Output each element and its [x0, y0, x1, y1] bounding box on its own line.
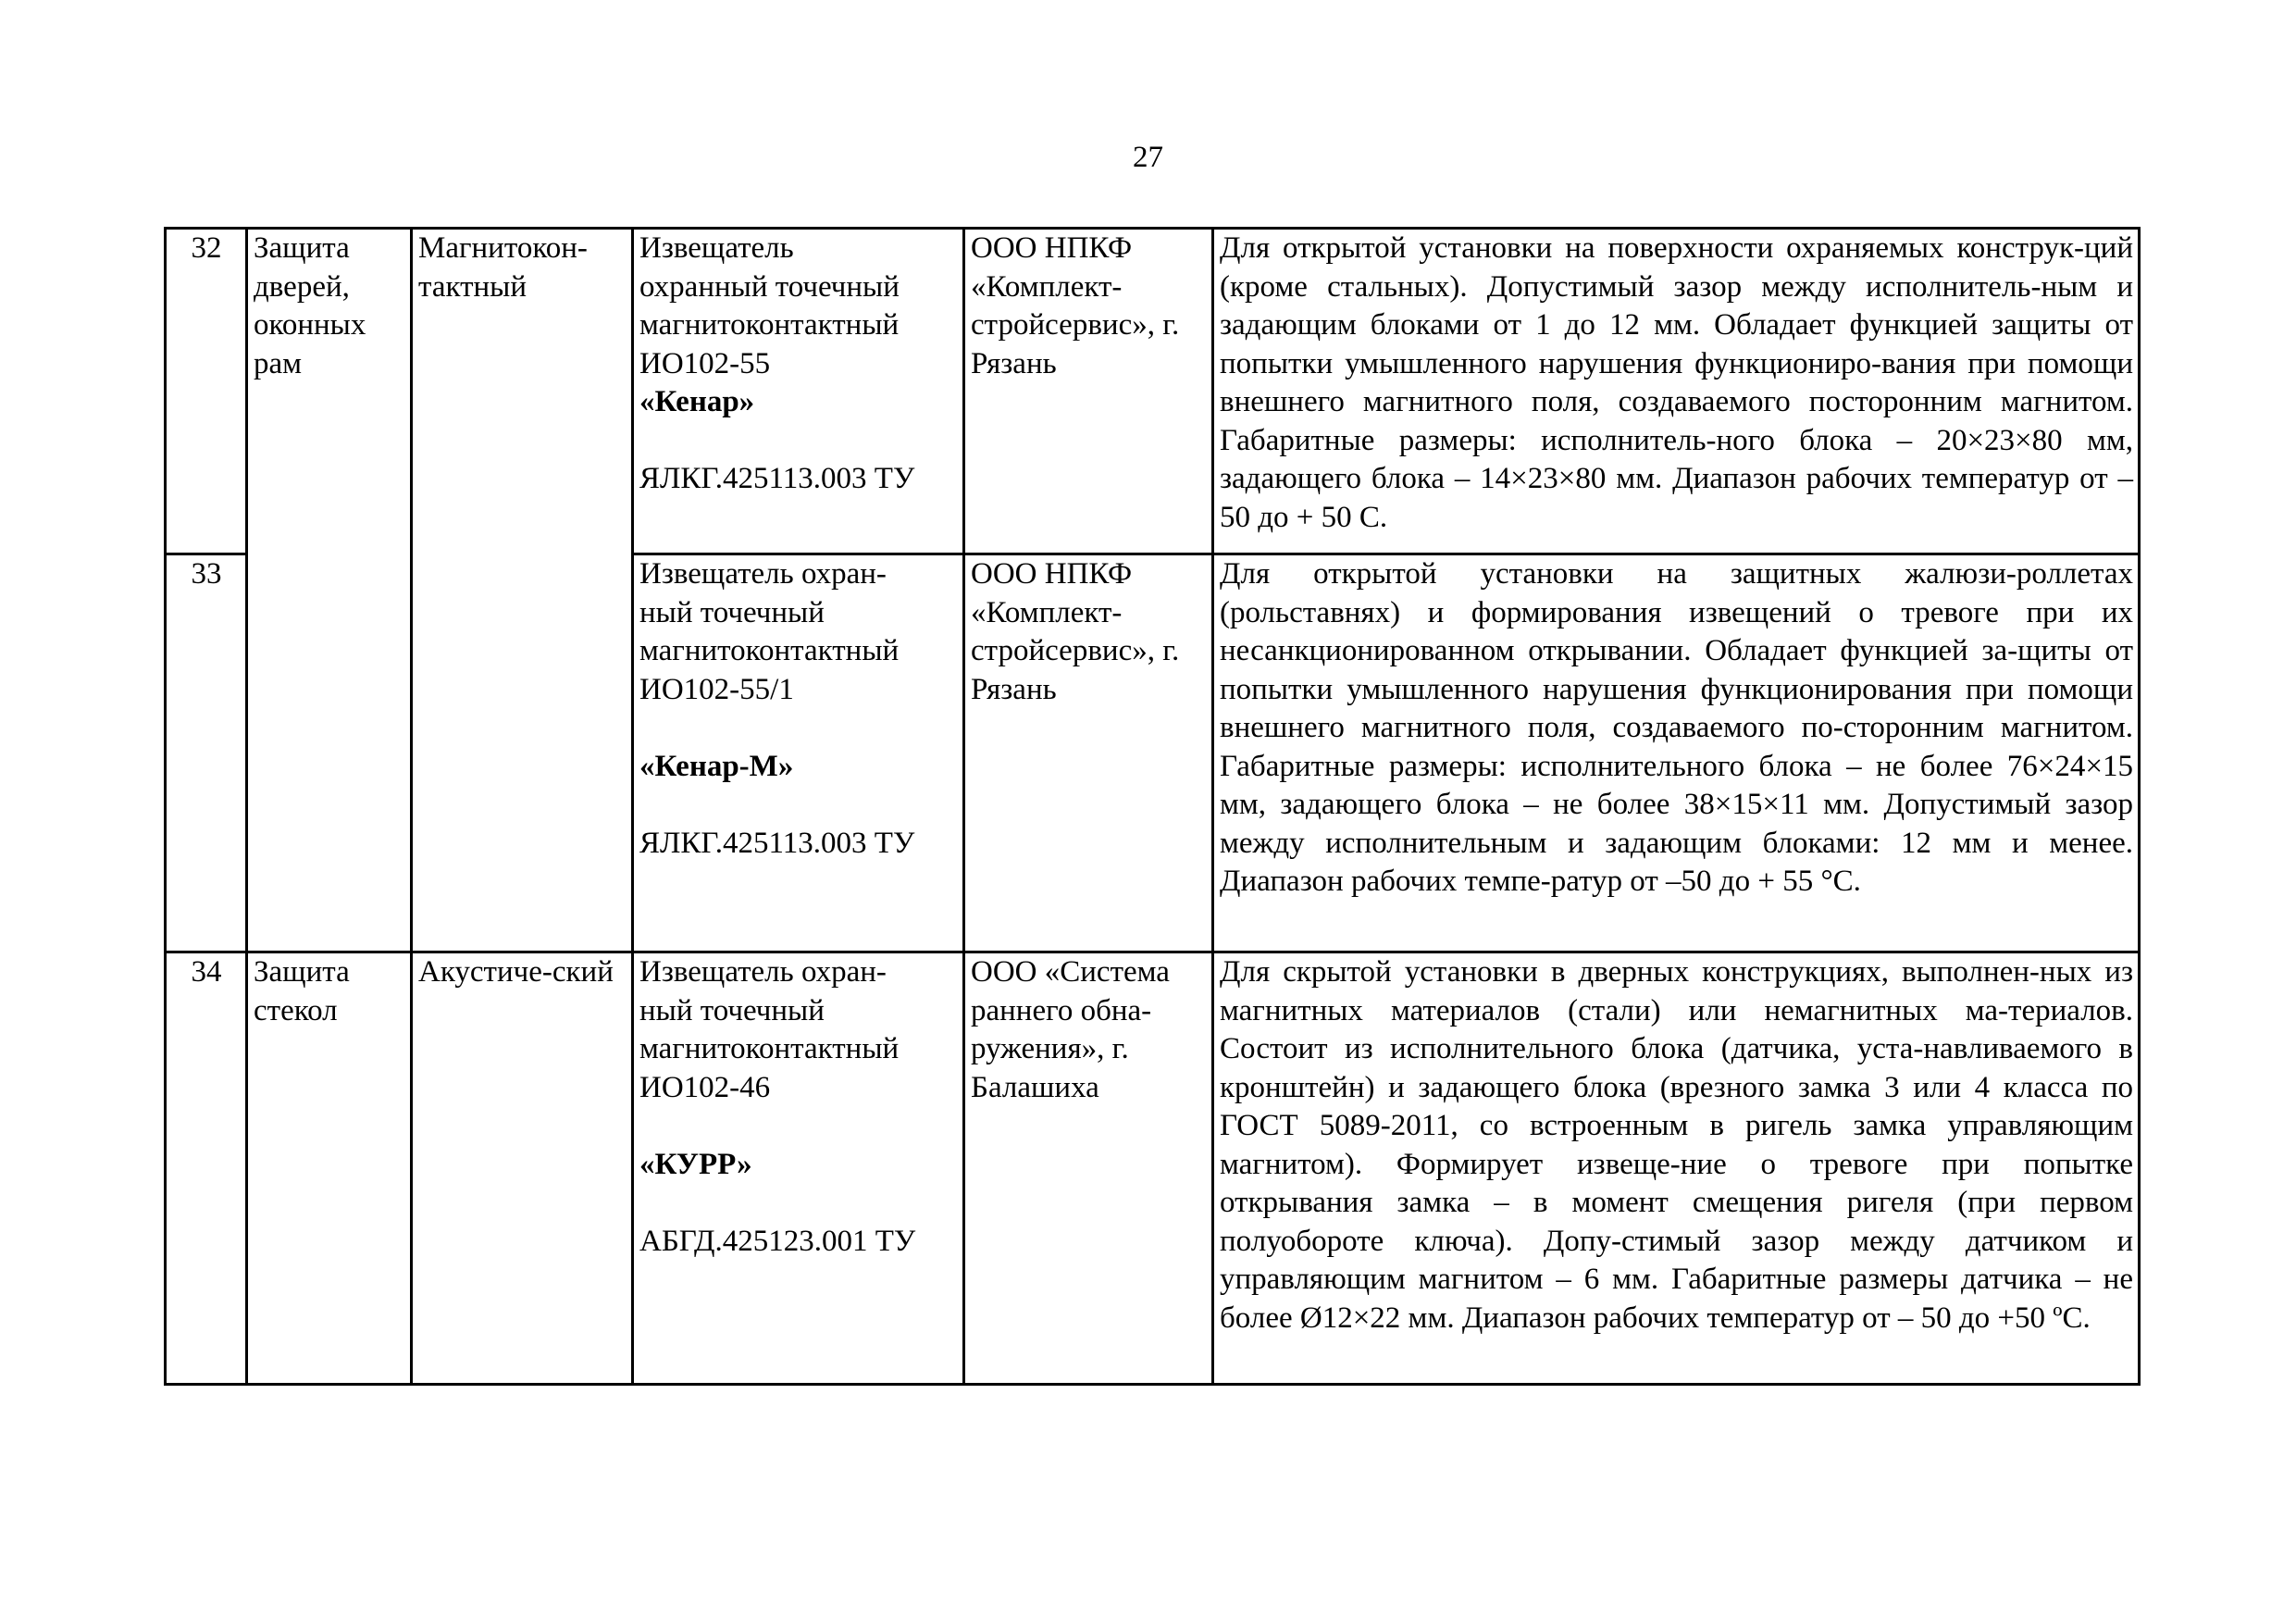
- device-name-line: Извещатель охран-: [639, 955, 887, 989]
- device-name-line: магнитоконтактный: [639, 1032, 900, 1065]
- device-name-line: ный точечный: [639, 993, 825, 1027]
- device-name-cell: [633, 229, 964, 554]
- device-name-line: ИО102-55/1: [639, 672, 794, 706]
- table-row: [166, 229, 2140, 554]
- row-number: 32: [166, 229, 247, 554]
- protection-purpose: Защита дверей, оконных рам: [254, 231, 366, 380]
- page-number: 27: [1133, 141, 1163, 174]
- device-name-line: магнитоконтактный: [639, 308, 900, 342]
- device-name-line: Извещатель: [639, 231, 794, 265]
- device-spec: АБГД.425123.001 ТУ: [639, 1224, 916, 1258]
- detection-type-cell: [412, 229, 633, 952]
- device-name-cell: [633, 952, 964, 1385]
- device-name-line: ИО102-46: [639, 1070, 771, 1104]
- row-number: 33: [166, 554, 247, 952]
- protection-purpose-cell: [247, 229, 412, 952]
- device-name-line: охранный точечный: [639, 269, 900, 304]
- device-brand: «Кенар-М»: [639, 749, 794, 783]
- manufacturer: ООО НПКФ «Комплект-стройсервис», г. Рязань: [964, 554, 1213, 952]
- device-name-line: ный точечный: [639, 595, 825, 629]
- device-name-line: ИО102-55: [639, 346, 771, 380]
- device-name-cell: [633, 554, 964, 952]
- protection-purpose: Защита стекол: [247, 952, 412, 1385]
- device-name-line: Извещатель охран-: [639, 557, 887, 591]
- detection-type: Магнитокон-тактный: [418, 231, 588, 304]
- manufacturer: ООО НПКФ «Комплект-стройсервис», г. Рязань: [964, 229, 1213, 554]
- device-spec: ЯЛКГ.425113.003 ТУ: [639, 826, 915, 860]
- description: Для скрытой установки в дверных конструкциях, выполнен-ных из магнитных материалов (стали) или немагнитных ма-териалов. Состоит из исполнительного блока (датчика, уста-навливаемого в кронштейн) и задающего блока (врезного замка 3 или 4 класса по ГОСТ 5089-2011, со встроенным в ригель замка управляющим магнитом). Формирует извеще-ние о тревоге при попытке открывания замка – в момент смещения ригеля (при первом полуобороте ключа). Допу-стимый зазор между датчиком и управляющим магнитом – 6 мм. Габаритные размеры датчика – не более Ø12×22 мм. Диапазон рабочих температур от – 50 до +50 ºС.: [1213, 952, 2140, 1385]
- description: Для открытой установки на поверхности охраняемых конструк-ций (кроме стальных). Допустимый зазор между исполнитель-ным и задающим блоками от 1 до 12 мм. Обладает функцией защиты от попытки умышленного нарушения функциониро-вания при помощи внешнего магнитного поля, создаваемого посторонним магнитом. Габаритные размеры: исполнитель-ного блока – 20×23×80 мм, задающего блока – 14×23×80 мм. Диапазон рабочих температур от – 50 до + 50 С.: [1213, 229, 2140, 554]
- device-name-line: магнитоконтактный: [639, 634, 900, 667]
- equipment-table: [164, 227, 2141, 1386]
- description: Для открытой установки на защитных жалюзи-роллетах (рольставнях) и формирования извещений о тревоге при их несанкционированном открывании. Обладает функцией за-щиты от попытки умышленного нарушения функционирования при помощи внешнего магнитного поля, создаваемого по-сторонним магнитом. Габаритные размеры: исполнительного блока – не более 76×24×15 мм, задающего блока – не более 38×15×11 мм. Допустимый зазор между исполнительным и задающим блоками: 12 мм и менее. Диапазон рабочих темпе-ратур от –50 до + 55 °С.: [1213, 554, 2140, 952]
- manufacturer: ООО «Система раннего обна-ружения», г. Балашиха: [964, 952, 1213, 1385]
- row-number: 34: [166, 952, 247, 1385]
- device-brand: «Кенар»: [639, 385, 755, 418]
- device-brand: «КУРР»: [639, 1147, 752, 1181]
- detection-type: Акустиче-ский: [412, 952, 633, 1385]
- device-spec: ЯЛКГ.425113.003 ТУ: [639, 462, 915, 495]
- table-row: [166, 952, 2140, 1385]
